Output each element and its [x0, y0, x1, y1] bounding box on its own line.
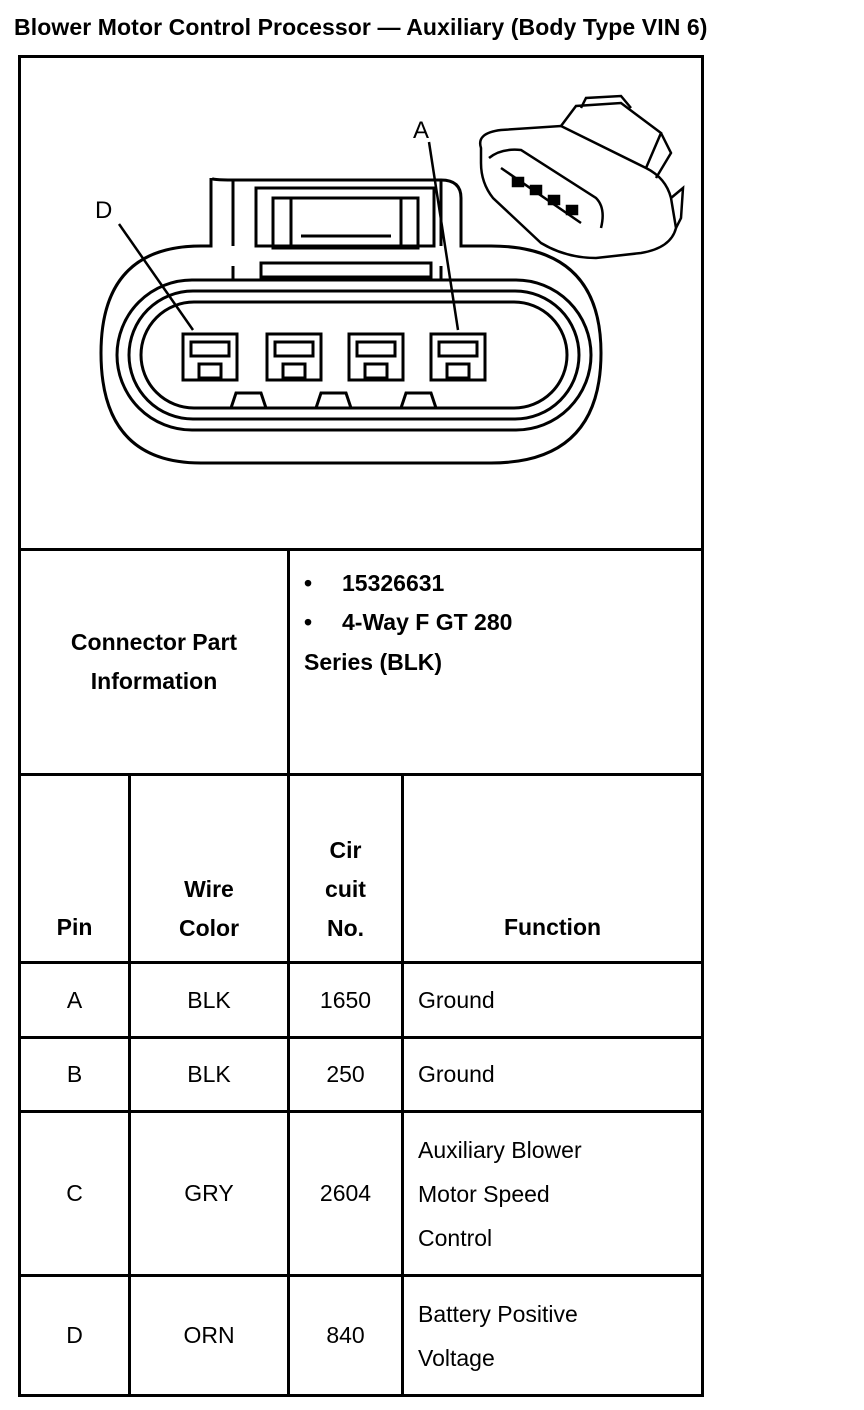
table-row-pin: B — [66, 1061, 83, 1087]
pin-label-a: A — [413, 117, 430, 144]
table-row-function — [418, 1128, 582, 1260]
part-description-line2: Series (BLK) — [304, 649, 443, 675]
header-circuit-line2: cuit — [325, 876, 366, 902]
table-row-circuit: 840 — [326, 1322, 365, 1348]
table-row-pin: A — [66, 986, 83, 1013]
table-row-circuit: 1650 — [319, 986, 372, 1013]
bullet: • — [304, 609, 313, 635]
table-row-wire-color: GRY — [184, 1180, 234, 1206]
connector-part-info-label-line2: Information — [90, 668, 218, 694]
part-description-line1: 4-Way F GT 280 — [342, 609, 513, 635]
table-row-circuit: 2604 — [319, 1180, 372, 1206]
table-row-wire-color: BLK — [187, 1061, 231, 1087]
page-title: Blower Motor Control Processor — Auxiliary (Body Type VIN 6) — [14, 14, 708, 40]
table-row-wire-color: ORN — [183, 1322, 235, 1348]
header-wire-color — [131, 870, 287, 948]
divider — [18, 773, 704, 776]
part-number — [304, 570, 444, 597]
table-row-circuit: 250 — [326, 1061, 365, 1087]
header-pin: Pin — [56, 914, 93, 940]
connector-part-info-label — [21, 551, 287, 773]
function-line: Battery Positive — [418, 1301, 578, 1327]
function-line: Motor Speed — [418, 1181, 550, 1207]
connector-diagram — [21, 58, 701, 550]
function-line: Auxiliary Blower — [418, 1137, 582, 1163]
divider — [401, 775, 404, 1397]
table-row-function — [418, 1292, 578, 1380]
pin-label-d: D — [95, 197, 113, 224]
header-circuit-line3: No. — [326, 915, 365, 941]
bullet: • — [304, 570, 313, 596]
connector-part-info-label-line1: Connector Part — [70, 629, 238, 655]
part-description — [304, 609, 512, 636]
connector-3d-icon — [480, 96, 683, 258]
table-row-pin: C — [66, 1180, 83, 1206]
divider — [287, 550, 290, 774]
header-circuit-no — [290, 831, 401, 948]
table-row-function: Ground — [418, 1061, 495, 1087]
table-row-function: Ground — [418, 987, 495, 1013]
function-line: Voltage — [418, 1345, 495, 1371]
table-row-pin: D — [66, 1322, 83, 1348]
table-row-wire-color: BLK — [187, 986, 231, 1013]
pin-cavities — [183, 334, 485, 380]
function-line: Control — [418, 1225, 493, 1251]
header-wire-color-line2: Color — [178, 915, 240, 941]
header-function: Function — [503, 914, 602, 940]
header-wire-color-line1: Wire — [184, 876, 234, 902]
header-circuit-line1: Cir — [329, 837, 362, 863]
part-number-value: 15326631 — [342, 570, 445, 596]
connector-face-drawing — [21, 58, 701, 550]
